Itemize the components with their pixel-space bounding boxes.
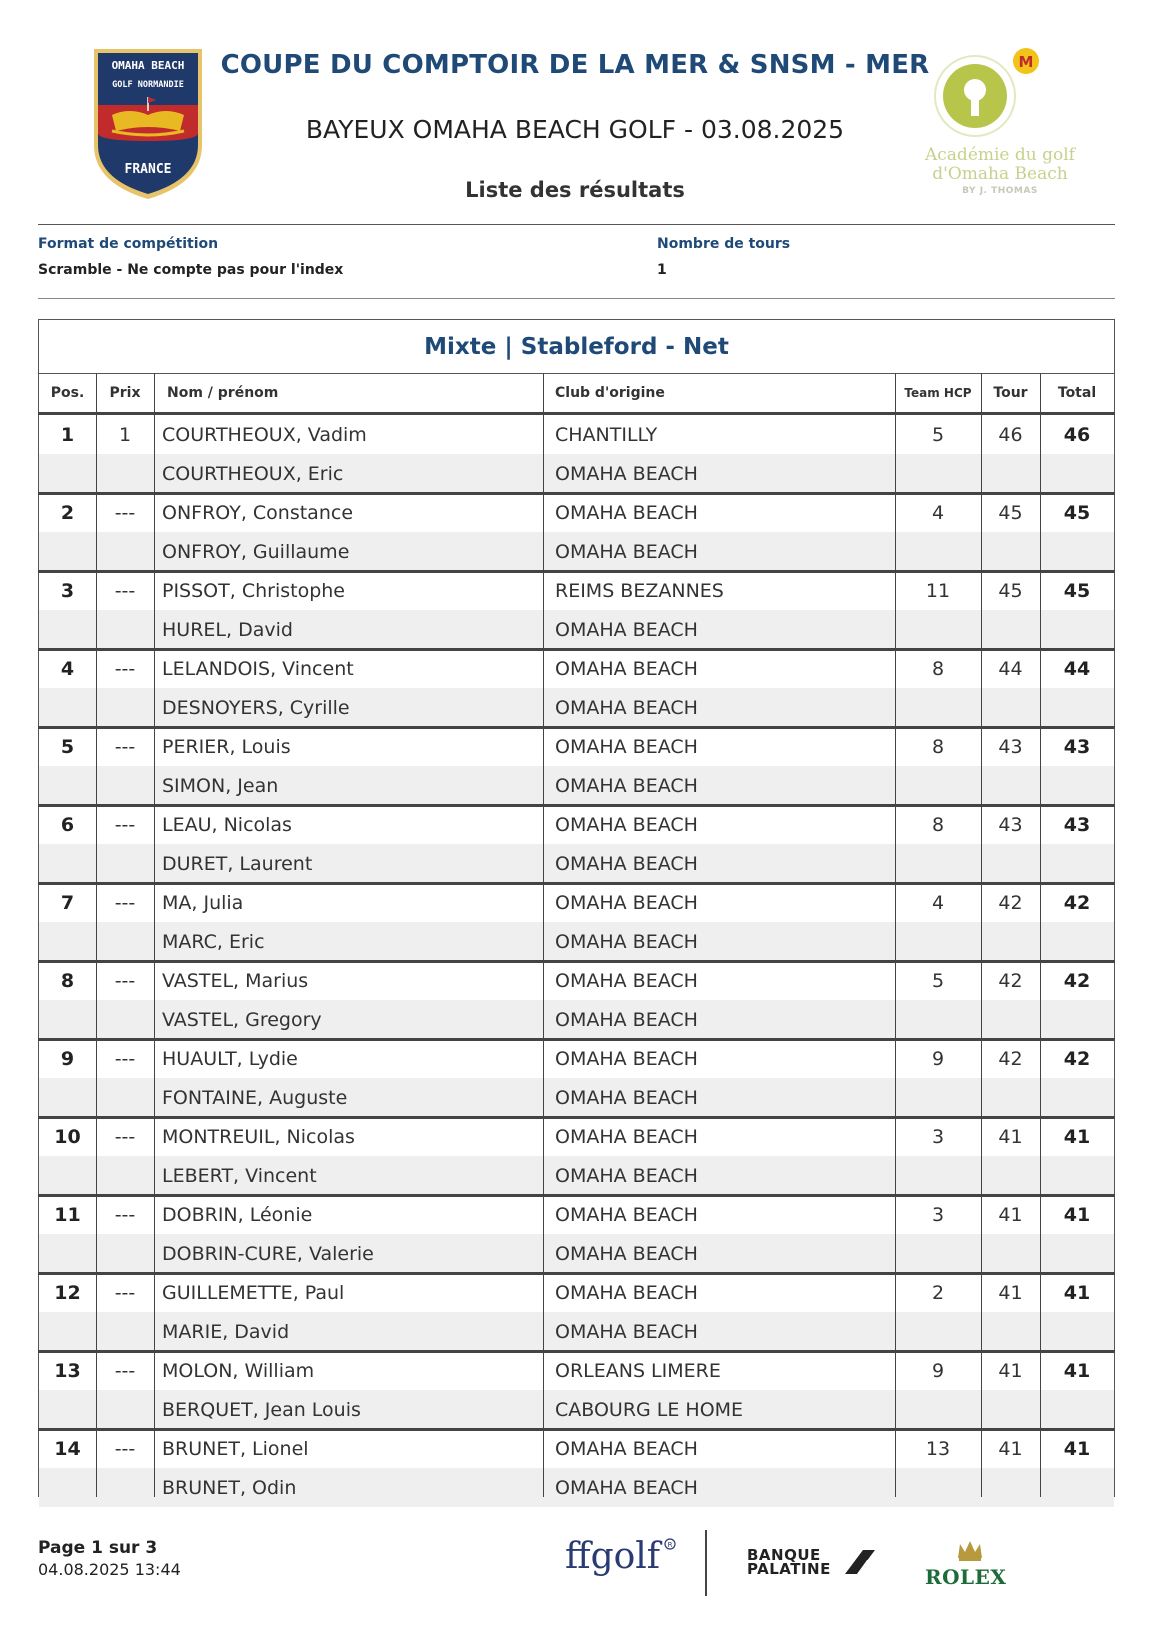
cell-total: 46 (1063, 423, 1091, 446)
palatine-sail-icon (843, 1548, 877, 1580)
cell-tour: 46 (998, 423, 1023, 446)
cell-prix: --- (114, 1047, 136, 1070)
cell-player-name: VASTEL, Marius (162, 969, 309, 992)
cell-club: OMAHA BEACH (555, 1086, 698, 1109)
cell-player-name: DESNOYERS, Cyrille (162, 696, 350, 719)
cell-club: OMAHA BEACH (555, 462, 698, 485)
cell-player-name: FONTAINE, Auguste (162, 1086, 348, 1109)
academie-byline: BY J. THOMAS (962, 186, 1038, 196)
rounds-label: Nombre de tours (657, 236, 791, 252)
cell-player-name: MA, Julia (162, 891, 244, 914)
header-divider (38, 224, 1115, 225)
cell-total: 43 (1063, 813, 1091, 836)
cell-position: 13 (54, 1359, 81, 1382)
academie-logo-text (920, 146, 1080, 184)
academie-golf-logo (925, 40, 1075, 210)
cell-player-name: MARIE, David (162, 1320, 290, 1343)
cell-total: 42 (1063, 891, 1091, 914)
cell-tour: 44 (998, 657, 1023, 680)
cell-club: OMAHA BEACH (555, 1203, 698, 1226)
cell-position: 2 (60, 501, 75, 524)
crest-middle-text: GOLF NORMANDIE (112, 80, 184, 90)
col-header-club: Club d'origine (555, 385, 665, 401)
cell-tour: 45 (998, 579, 1023, 602)
cell-team-hcp: 3 (931, 1203, 945, 1226)
cell-player-name: DOBRIN-CURE, Valerie (162, 1242, 374, 1265)
cell-club: OMAHA BEACH (555, 540, 698, 563)
cell-club: OMAHA BEACH (555, 1320, 698, 1343)
cell-player-name: BRUNET, Odin (162, 1476, 297, 1499)
cell-position: 7 (60, 891, 75, 914)
cell-total: 42 (1063, 969, 1091, 992)
cell-player-name: HUAULT, Lydie (162, 1047, 298, 1070)
cell-team-hcp: 4 (931, 891, 945, 914)
col-divider (1040, 373, 1041, 1497)
cell-total: 41 (1063, 1359, 1091, 1382)
cell-tour: 41 (998, 1203, 1023, 1226)
cell-total: 45 (1063, 501, 1091, 524)
format-label: Format de compétition (38, 236, 219, 252)
palatine-line2: PALATINE (747, 1560, 831, 1578)
cell-total: 42 (1063, 1047, 1091, 1070)
cell-position: 8 (60, 969, 75, 992)
col-divider (895, 373, 896, 1497)
cell-tour: 43 (998, 813, 1023, 836)
ffgolf-logo: ffgolf (565, 1536, 661, 1577)
cell-prix: --- (114, 1203, 136, 1226)
rounds-value: 1 (657, 262, 667, 278)
svg-text:R: R (667, 1541, 673, 1549)
table-title: Mixte | Stableford - Net (424, 334, 729, 360)
cell-position: 9 (60, 1047, 75, 1070)
cell-player-name: MOLON, William (162, 1359, 315, 1382)
col-divider (981, 373, 982, 1497)
col-header-name: Nom / prénom (167, 385, 279, 401)
cell-player-name: COURTHEOUX, Eric (162, 462, 344, 485)
cell-club: OMAHA BEACH (555, 969, 698, 992)
cell-player-name: ONFROY, Constance (162, 501, 354, 524)
cell-prix: --- (114, 969, 136, 992)
cell-club: OMAHA BEACH (555, 657, 698, 680)
cell-club: OMAHA BEACH (555, 1242, 698, 1265)
venue-date-subtitle: BAYEUX OMAHA BEACH GOLF - 03.08.2025 (305, 115, 845, 144)
academie-line1: Académie du golf (925, 145, 1075, 165)
svg-text:M: M (1018, 53, 1034, 71)
cell-club: OMAHA BEACH (555, 618, 698, 641)
cell-total: 43 (1063, 735, 1091, 758)
cell-tour: 41 (998, 1437, 1023, 1460)
cell-position: 11 (54, 1203, 81, 1226)
cell-player-name: GUILLEMETTE, Paul (162, 1281, 345, 1304)
cell-team-hcp: 9 (931, 1359, 945, 1382)
cell-player-name: PERIER, Louis (162, 735, 291, 758)
cell-prix: --- (114, 657, 136, 680)
cell-position: 14 (54, 1437, 81, 1460)
cell-player-name: DOBRIN, Léonie (162, 1203, 313, 1226)
sponsor-divider (705, 1530, 707, 1596)
cell-player-name: DURET, Laurent (162, 852, 313, 875)
col-divider (154, 373, 155, 1497)
registered-mark-icon (664, 1535, 676, 1554)
rolex-crown-icon (955, 1538, 985, 1566)
cell-club: OMAHA BEACH (555, 1281, 698, 1304)
cell-team-hcp: 8 (931, 813, 945, 836)
cell-club: REIMS BEZANNES (555, 579, 724, 602)
cell-tour: 41 (998, 1281, 1023, 1304)
cell-club: OMAHA BEACH (555, 501, 698, 524)
cell-player-name: VASTEL, Gregory (162, 1008, 322, 1031)
cell-player-name: LEAU, Nicolas (162, 813, 292, 836)
cell-team-hcp: 9 (931, 1047, 945, 1070)
cell-club: OMAHA BEACH (555, 1047, 698, 1070)
cell-total: 41 (1063, 1281, 1091, 1304)
col-divider (96, 373, 97, 1497)
cell-tour: 45 (998, 501, 1023, 524)
cell-team-hcp: 2 (931, 1281, 945, 1304)
cell-total: 44 (1063, 657, 1091, 680)
cell-club: OMAHA BEACH (555, 852, 698, 875)
omaha-beach-golf-crest (90, 45, 206, 203)
col-header-team-hcp: Team HCP (904, 386, 972, 400)
cell-player-name: PISSOT, Christophe (162, 579, 345, 602)
cell-total: 45 (1063, 579, 1091, 602)
cell-team-hcp: 4 (931, 501, 945, 524)
header-row-divider (38, 412, 1115, 415)
cell-club: OMAHA BEACH (555, 1164, 698, 1187)
cell-club: OMAHA BEACH (555, 774, 698, 797)
cell-player-name: HUREL, David (162, 618, 293, 641)
cell-position: 4 (60, 657, 75, 680)
col-header-prix: Prix (109, 385, 141, 401)
cell-prix: --- (114, 1281, 136, 1304)
cell-total: 41 (1063, 1437, 1091, 1460)
cell-prix: --- (114, 1437, 136, 1460)
cell-club: OMAHA BEACH (555, 813, 698, 836)
col-header-pos: Pos. (50, 385, 85, 401)
col-header-tour: Tour (993, 385, 1028, 401)
page-indicator: Page 1 sur 3 (38, 1538, 158, 1558)
cell-club: OMAHA BEACH (555, 1008, 698, 1031)
cell-position: 1 (60, 423, 75, 446)
competition-title: COUPE DU COMPTOIR DE LA MER & SNSM - MER (220, 50, 930, 80)
cell-prix: --- (114, 1125, 136, 1148)
cell-prix: --- (114, 891, 136, 914)
cell-club: OMAHA BEACH (555, 891, 698, 914)
crest-top-text: OMAHA BEACH (111, 59, 185, 72)
cell-team-hcp: 8 (931, 657, 945, 680)
document-title: Liste des résultats (465, 178, 685, 202)
cell-club: OMAHA BEACH (555, 735, 698, 758)
cell-position: 5 (60, 735, 75, 758)
cell-team-hcp: 13 (925, 1437, 951, 1460)
cell-player-name: MARC, Eric (162, 930, 265, 953)
cell-tour: 42 (998, 891, 1023, 914)
cell-tour: 42 (998, 969, 1023, 992)
cell-club: OMAHA BEACH (555, 1476, 698, 1499)
rolex-logo: ROLEX (925, 1565, 1007, 1589)
cell-club: OMAHA BEACH (555, 1125, 698, 1148)
cell-tour: 43 (998, 735, 1023, 758)
academie-line2: d'Omaha Beach (932, 164, 1068, 184)
cell-club: OMAHA BEACH (555, 1437, 698, 1460)
cell-player-name: LEBERT, Vincent (162, 1164, 317, 1187)
cell-player-name: LELANDOIS, Vincent (162, 657, 354, 680)
cell-team-hcp: 5 (931, 423, 945, 446)
crest-bottom-text: FRANCE (124, 162, 172, 177)
cell-club: ORLEANS LIMERE (555, 1359, 721, 1382)
cell-club: OMAHA BEACH (555, 696, 698, 719)
cell-tour: 41 (998, 1359, 1023, 1382)
cell-club: CABOURG LE HOME (555, 1398, 744, 1421)
cell-team-hcp: 11 (925, 579, 951, 602)
cell-team-hcp: 8 (931, 735, 945, 758)
cell-position: 10 (54, 1125, 81, 1148)
print-timestamp: 04.08.2025 13:44 (38, 1560, 181, 1579)
cell-prix: --- (114, 1359, 136, 1382)
cell-club: OMAHA BEACH (555, 930, 698, 953)
cell-team-hcp: 3 (931, 1125, 945, 1148)
cell-position: 12 (54, 1281, 81, 1304)
cell-position: 6 (60, 813, 75, 836)
col-header-total: Total (1057, 385, 1097, 401)
cell-total: 41 (1063, 1125, 1091, 1148)
cell-prix: --- (114, 579, 136, 602)
cell-team-hcp: 5 (931, 969, 945, 992)
cell-prix: --- (114, 501, 136, 524)
info-divider (38, 298, 1115, 299)
cell-club: CHANTILLY (555, 423, 658, 446)
format-value: Scramble - Ne compte pas pour l'index (38, 262, 344, 278)
col-divider (543, 373, 544, 1497)
cell-player-name: COURTHEOUX, Vadim (162, 423, 367, 446)
cell-tour: 41 (998, 1125, 1023, 1148)
cell-prix: 1 (118, 423, 132, 446)
cell-prix: --- (114, 735, 136, 758)
cell-player-name: ONFROY, Guillaume (162, 540, 350, 563)
cell-total: 41 (1063, 1203, 1091, 1226)
palatine-line1: BANQUE (747, 1546, 821, 1564)
cell-player-name: SIMON, Jean (162, 774, 279, 797)
cell-tour: 42 (998, 1047, 1023, 1070)
cell-player-name: BRUNET, Lionel (162, 1437, 309, 1460)
cell-player-name: MONTREUIL, Nicolas (162, 1125, 355, 1148)
cell-prix: --- (114, 813, 136, 836)
cell-player-name: BERQUET, Jean Louis (162, 1398, 361, 1421)
cell-position: 3 (60, 579, 75, 602)
